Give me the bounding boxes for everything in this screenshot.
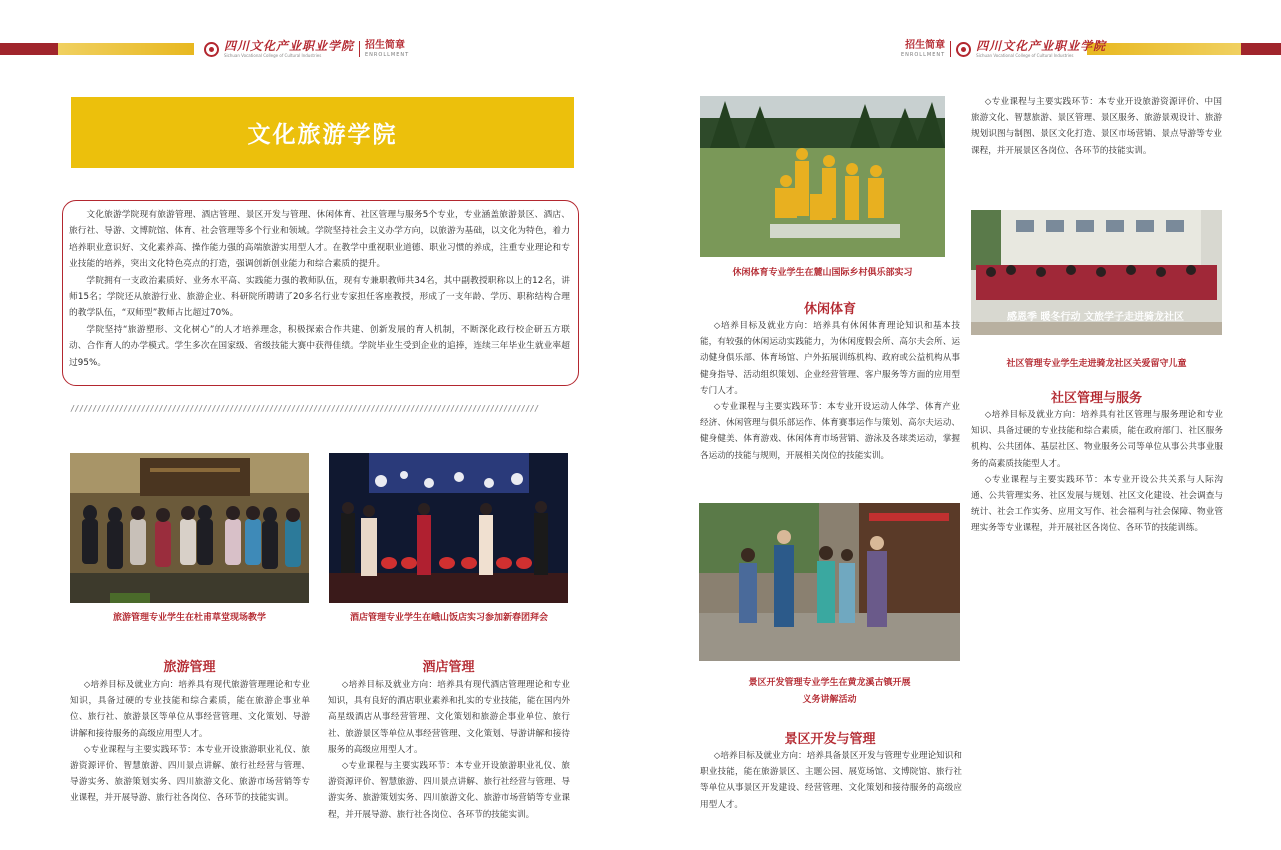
header-left [0, 40, 640, 58]
section-body-hotel [328, 677, 570, 823]
intro-paragraph: 文化旅游学院现有旅游管理、酒店管理、景区开发与管理、休闲体育、社区管理与服务5个专业，专业涵盖旅游景区、酒店、旅行社、导游、文博院馆、体育、社会管理等多个行业和领域。学院坚持社会主义办学方向，以旅游为基础，以文化为特色，着力培养职业意识好、文化素养高、操作能力强的高端旅游实用型人才。在教学中重视职业道德、职业习惯的养成，注重专业理论和专业技能的培养，突出文化特色亮点的打造，强调创新创业能力和综合素质的提升。 [69, 210, 570, 270]
header-gold-bar [58, 43, 194, 55]
section-body-community [971, 407, 1223, 537]
college-logo [204, 40, 409, 58]
college-emblem-icon [204, 42, 219, 57]
caption-scenic-line1: 景区开发管理专业学生在黄龙溪古镇开展 [748, 678, 911, 688]
header-red-bar [1241, 43, 1281, 55]
enrollment-tag-cn: 招生简章 [905, 40, 946, 51]
section-paragraph: ◇专业课程与主要实践环节：本专业开设旅游职业礼仪、旅游资源评价、智慧旅游、四川景点讲解、旅行社经营与管理、导游实务、旅游策划实务、四川旅游文化、旅游市场营销等专业课程，并开展导游、旅行社各岗位、各环节的技能实训。 [328, 761, 570, 820]
caption-tourism: 旅游管理专业学生在杜甫草堂现场教学 [112, 613, 266, 623]
section-paragraph: ◇专业课程与主要实践环节：本专业开设运动人体学、体育产业经济、休闲管理与俱乐部运作、体育赛事运作与策划、高尔夫运动、健身健美、体育游戏、休闲体育市场营销、游泳及各球类运动，掌握各运动的技能与规则，开展相关岗位的技能实训。 [700, 402, 960, 461]
section-title-tourism: 旅游管理 [163, 660, 216, 675]
logo-name-cn: 四川文化产业职业学院 [976, 39, 1107, 53]
logo-name-en: Sichuan Vocational College of Cultural Industries [976, 53, 1074, 58]
caption-community: 社区管理专业学生走进骑龙社区关爱留守儿童 [1006, 359, 1187, 369]
enrollment-tag-en: ENROLLMENT [365, 52, 410, 58]
photo-scenic-guided-tour [699, 503, 960, 661]
section-paragraph: ◇专业课程与主要实践环节：本专业开设旅游资源评价、中国旅游文化、智慧旅游、景区管理、景区服务、旅游景观设计、旅游规划识图与制图、景区文化打造、景区市场营销、景点导游等专业课程，并开展景区各岗位、各环节的技能实训。 [971, 97, 1222, 156]
page-title-banner [71, 97, 574, 168]
intro-paragraph: 学院拥有一支政治素质好、业务水平高、实践能力强的教师队伍，现有专兼职教师共34名，其中副教授职称以上的12名，讲师15名；学院还从旅游行业、旅游企业、科研院所聘请了20多名行业专家担任客座教授，形成了一支年龄、学历、职称结构合理的教学队伍，“双师型”教师占比超过70%。 [69, 275, 570, 319]
slash-divider: ////////////////////////////////////////////////////////////////////////////////////////////////////////// [70, 405, 539, 414]
caption-leisure: 休闲体育专业学生在麓山国际乡村俱乐部实习 [732, 268, 913, 278]
header-gold-bar [1087, 43, 1241, 55]
section-paragraph: ◇培养目标及就业方向：培养具有休闲体育理论知识和基本技能，有较强的休闲运动实践能力，为休闲度假会所、高尔夫会所、运动健身俱乐部、体育场馆、户外拓展训练机构、政府或公益机构从事健身指导、活动组织策划、企业经营管理、客户服务等方面的应用型专门人才。 [700, 321, 960, 396]
photo-tourism-teaching [70, 453, 309, 603]
section-body-scenic-courses [971, 94, 1222, 159]
college-logo [901, 40, 1106, 58]
logo-separator [950, 41, 951, 57]
logo-name-en: Sichuan Vocational College of Cultural Industries [224, 53, 322, 58]
section-body-scenic [700, 748, 962, 813]
logo-separator [359, 41, 360, 57]
photo-leisure-golf [700, 96, 945, 257]
section-paragraph: ◇培养目标及就业方向：培养具备景区开发与管理专业理论知识和职业技能，能在旅游景区、主题公园、展览场馆、文博院馆、旅行社等单位从事景区开发建设、经营管理、文化策划和接待服务的高级应用型人才。 [700, 751, 962, 810]
community-banner-text: 感恩季 暖冬行动 文旅学子走进骑龙社区 [1007, 312, 1184, 323]
section-title-leisure: 休闲体育 [803, 302, 856, 317]
photo-hotel-gala [329, 453, 568, 603]
college-emblem-icon [956, 42, 971, 57]
section-paragraph: ◇专业课程与主要实践环节：本专业开设旅游职业礼仪、旅游资源评价、智慧旅游、四川景点讲解、旅行社经营与管理、导游实务、旅游策划实务、四川旅游文化、旅游市场营销等专业课程，并开展导游、旅行社各岗位、各环节的技能实训。 [70, 744, 310, 804]
intro-box [62, 200, 579, 386]
section-paragraph: ◇专业课程与主要实践环节：本专业开设公共关系与人际沟通、公共管理实务、社区发展与规划、社区文化建设、社会调查与统计、社会工作实务、应用文写作、社会福利与社会保障、物业管理实务等专业课程，并开展社区各岗位、各环节的技能训练。 [971, 474, 1223, 534]
section-paragraph: ◇培养目标及就业方向：培养具有社区管理与服务理论和专业知识、具备过硬的专业技能和综合素质，能在政府部门、社区服务机构、公共团体、基层社区、物业服务公司等单位从事公共事业服务的高素质技能型人才。 [971, 410, 1223, 469]
enrollment-tag-cn: 招生简章 [365, 40, 406, 51]
section-paragraph: ◇培养目标及就业方向：培养具有现代酒店管理理论和专业知识，具有良好的酒店职业素养和扎实的专业技能，能在国内外高星级酒店从事经营管理、文化策划和旅游企事业单位、旅行社、旅游景区等单位从事经营管理、文化策划、导游讲解和接待服务的高级应用型人才。 [328, 680, 570, 755]
caption-scenic-line2: 义务讲解活动 [802, 695, 857, 705]
section-title-scenic: 景区开发与管理 [784, 732, 876, 747]
enrollment-tag-en: ENROLLMENT [901, 52, 946, 58]
section-body-tourism [70, 677, 310, 807]
caption-hotel: 酒店管理专业学生在峨山饭店实习参加新春团拜会 [349, 613, 548, 623]
logo-name-cn: 四川文化产业职业学院 [224, 39, 355, 53]
section-paragraph: ◇培养目标及就业方向：培养具有现代旅游管理理论和专业知识，具备过硬的专业技能和综合素质，能在旅游企事业单位、旅行社、旅游景区等单位从事经营管理、文化策划、导游讲解和接待服务的高级应用型人才。 [70, 680, 310, 739]
intro-paragraph: 学院坚持“旅游塑形、文化树心”的人才培养理念，积极探索合作共建、创新发展的育人机制，不断深化政行校企研五方联动、合作育人的办学模式。学生多次在国家级、省级技能大赛中获得佳绩。学院毕业生受到企业的追捧，连续三年毕业生就业率超过95%。 [69, 324, 570, 368]
page-title: 文化旅游学院 [247, 121, 398, 148]
header-right [641, 40, 1281, 58]
photo-community-visit [971, 210, 1222, 335]
section-title-community: 社区管理与服务 [1050, 391, 1142, 406]
section-body-leisure [700, 318, 960, 464]
header-red-bar [0, 43, 58, 55]
section-title-hotel: 酒店管理 [422, 660, 475, 675]
